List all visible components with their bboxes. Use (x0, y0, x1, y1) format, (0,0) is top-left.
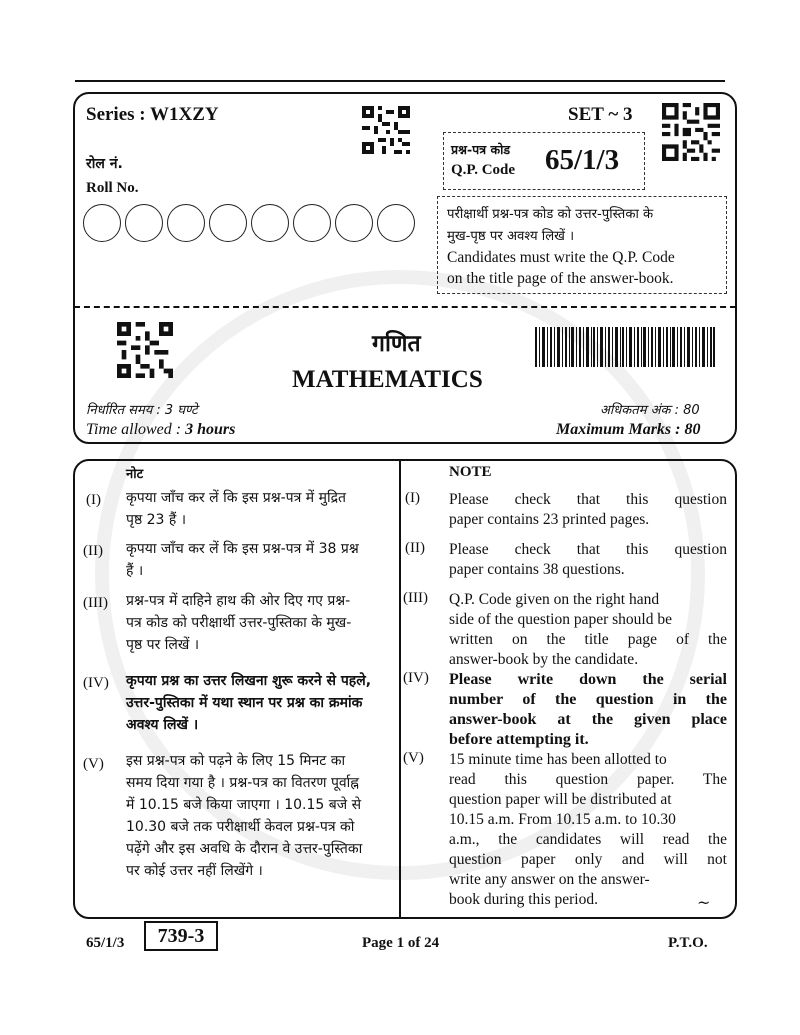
qr-code-icon (662, 103, 720, 161)
max-marks: Maximum Marks : 80 (556, 421, 701, 438)
roll-digit-box[interactable] (167, 204, 205, 242)
roll-digit-box[interactable] (335, 204, 373, 242)
roll-digit-box[interactable] (125, 204, 163, 242)
note-number: (III) (83, 595, 108, 611)
footer-code-box: 739-3 (144, 921, 218, 951)
time-allowed-hindi: निर्धारित समय : 3 घण्टे (86, 403, 198, 418)
note-hindi-text: कृपया जाँच कर लें कि इस प्रश्न-पत्र में मुद्रित पृष्ठ 23 हैं । (126, 490, 347, 528)
footer-qp-code: 65/1/3 (86, 935, 125, 951)
note-number: (I) (86, 492, 101, 508)
note-english-text: 15 minute time has been allotted to read this question paper. The question paper will be distributed at 10.15 a.m. From 10.15 a.m. to 10.30 a.m., the candidates will read the question paper only and will not write any answer on the answer- book during this period. (449, 751, 727, 908)
page-number: Page 1 of 24 (362, 935, 440, 951)
note-english-text: Please write down the serial number of the question in the answer-book at the given place before attempting it. (449, 671, 727, 748)
qr-code-icon (117, 322, 173, 378)
dashed-separator (74, 306, 736, 308)
roll-digit-box[interactable] (251, 204, 289, 242)
qp-instruction-hindi-2: मुख-पृष्ठ पर अवश्य लिखें । (447, 229, 575, 244)
note-english-text: Please check that this question paper contains 23 printed pages. (449, 491, 727, 528)
max-marks-hindi: अधिकतम अंक : 80 (600, 403, 700, 418)
roll-digit-box[interactable] (377, 204, 415, 242)
roll-digit-box[interactable] (209, 204, 247, 242)
set-label: SET ~ 3 (568, 104, 633, 125)
top-rule (75, 80, 725, 82)
note-hindi-text: कृपया प्रश्न का उत्तर लिखना शुरू करने से पहले, उत्तर-पुस्तिका में यथा स्थान पर प्रश्न का क्रमांक अवश्य लिखें । (126, 673, 372, 733)
note-english-text: Q.P. Code given on the right hand side of the question paper should be written on the title page of the answer-book by the candidate. (449, 591, 727, 668)
notes-heading-hindi: नोट (126, 467, 144, 482)
pto-label: P.T.O. (668, 935, 708, 951)
note-number: (V) (403, 750, 424, 766)
subject-title-hindi: गणित (372, 331, 421, 357)
time-allowed-value: 3 hours (185, 421, 236, 438)
subject-title: MATHEMATICS (292, 366, 483, 393)
barcode (535, 327, 715, 367)
roll-label: Roll No. (86, 180, 139, 196)
qp-code-value: 65/1/3 (545, 144, 620, 176)
qp-instruction-hindi-1: परीक्षार्थी प्रश्न-पत्र कोड को उत्तर-पुस्तिका के (447, 207, 654, 222)
note-hindi-text: प्रश्न-पत्र में दाहिने हाथ की ओर दिए गए प्रश्न- पत्र कोड को परीक्षार्थी उत्तर-पुस्तिका के मुख- पृष्ठ पर लिखें । (126, 593, 352, 653)
note-number: (III) (403, 590, 428, 606)
note-number: (IV) (403, 670, 429, 686)
note-number: (V) (83, 756, 104, 772)
time-allowed-label: Time allowed : (86, 421, 186, 438)
notes-divider (399, 460, 401, 918)
note-hindi-text: इस प्रश्न-पत्र को पढ़ने के लिए 15 मिनट का समय दिया गया है । प्रश्न-पत्र का वितरण पूर्वाह्न में 10.15 बजे किया जाएगा । 10.15 बजे से 10.30 बजे तक परीक्षार्थी केवल प्रश्न-पत्र को पढ़ेंगे और इस अवधि के दौरान वे उत्तर-पुस्तिका पर कोई उत्तर नहीं लिखेंगे । (126, 753, 363, 879)
note-number: (II) (405, 540, 425, 556)
roll-label-hindi: रोल नं. (86, 156, 123, 172)
notes-heading: NOTE (449, 464, 492, 480)
note-english-text: Please check that this question paper contains 38 questions. (449, 541, 727, 578)
continuation-mark: ~ (697, 893, 711, 912)
roll-digit-box[interactable] (293, 204, 331, 242)
note-number: (I) (405, 490, 420, 506)
note-number: (II) (83, 543, 103, 559)
qp-instruction-english-2: on the title page of the answer-book. (447, 270, 674, 287)
qp-label-hindi: प्रश्न-पत्र कोड (451, 142, 511, 157)
qr-code-icon (362, 106, 410, 154)
roll-digit-box[interactable] (83, 204, 121, 242)
qp-instruction-english-1: Candidates must write the Q.P. Code (447, 249, 675, 266)
series-label: Series : W1XZY (86, 104, 219, 125)
note-number: (IV) (83, 675, 109, 691)
time-allowed (86, 421, 235, 439)
note-hindi-text: कृपया जाँच कर लें कि इस प्रश्न-पत्र में 38 प्रश्न हैं । (126, 541, 359, 579)
qp-label: Q.P. Code (451, 162, 516, 178)
